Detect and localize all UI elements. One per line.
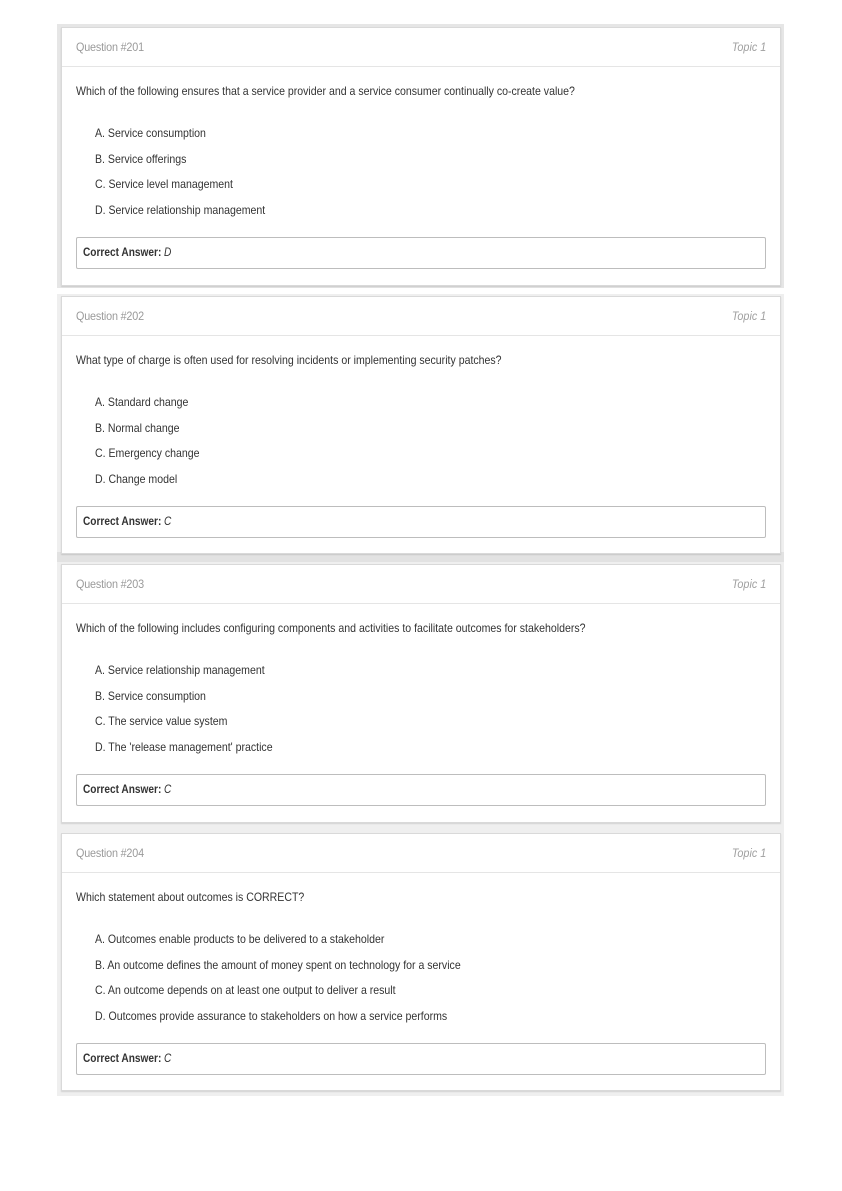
- choice-c[interactable]: C. Emergency change: [95, 446, 200, 460]
- choice-a[interactable]: A. Standard change: [95, 395, 189, 409]
- correct-answer-label: Correct Answer:: [83, 516, 162, 528]
- choice-b[interactable]: B. An outcome defines the amount of money spent on technology for a service: [95, 957, 461, 972]
- question-number: Question #204: [76, 846, 144, 860]
- question-card-203: [61, 564, 781, 823]
- choice-b[interactable]: B. Service consumption: [95, 688, 206, 703]
- question-header: [62, 297, 780, 336]
- topic-label: Topic 1: [731, 40, 766, 54]
- choice-list: [95, 395, 214, 497]
- choice-list: [95, 663, 297, 765]
- correct-answer-box: [76, 774, 766, 806]
- question-number: Question #201: [76, 40, 144, 54]
- correct-answer-box: [76, 237, 766, 269]
- topic-label: Topic 1: [731, 577, 766, 591]
- choice-a[interactable]: A. Service relationship management: [95, 663, 265, 677]
- question-text: Which of the following ensures that a service provider and a service consumer continually co-create value?: [76, 84, 575, 98]
- choice-c[interactable]: C. The service value system: [95, 714, 228, 728]
- topic-label: Topic 1: [731, 846, 766, 860]
- question-header: [62, 834, 780, 873]
- question-number: Question #202: [76, 309, 144, 323]
- question-text: What type of charge is often used for resolving incidents or implementing security patches?: [76, 353, 502, 367]
- choice-a[interactable]: A. Service consumption: [95, 126, 206, 140]
- correct-answer-box: [76, 506, 766, 538]
- choice-c[interactable]: C. Service level management: [95, 177, 233, 191]
- choice-d[interactable]: D. Change model: [95, 471, 178, 486]
- choice-c[interactable]: C. An outcome depends on at least one output to deliver a result: [95, 983, 396, 997]
- choice-b[interactable]: B. Service offerings: [95, 151, 187, 166]
- question-text: Which statement about outcomes is CORRECT?: [76, 890, 305, 904]
- correct-answer-value: D: [164, 247, 172, 259]
- choice-b[interactable]: B. Normal change: [95, 420, 180, 435]
- correct-answer-value: C: [164, 784, 172, 796]
- question-text: Which of the following includes configuring components and activities to facilitate outcomes for stakeholders?: [76, 621, 586, 635]
- correct-answer-box: [76, 1043, 766, 1075]
- choice-list: [95, 932, 511, 1034]
- choice-list: [95, 126, 288, 228]
- correct-answer-value: C: [164, 1053, 172, 1065]
- correct-answer-label: Correct Answer:: [83, 1053, 162, 1065]
- choice-d[interactable]: D. Service relationship management: [95, 202, 266, 217]
- question-card-204: [61, 833, 781, 1091]
- question-card-201: [61, 27, 781, 286]
- question-header: [62, 565, 780, 604]
- topic-label: Topic 1: [731, 309, 766, 323]
- question-header: [62, 28, 780, 67]
- question-card-202: [61, 296, 781, 554]
- choice-d[interactable]: D. Outcomes provide assurance to stakeholders on how a service performs: [95, 1008, 448, 1023]
- correct-answer-label: Correct Answer:: [83, 247, 162, 259]
- correct-answer-label: Correct Answer:: [83, 784, 162, 796]
- choice-a[interactable]: A. Outcomes enable products to be delivered to a stakeholder: [95, 932, 385, 946]
- correct-answer-value: C: [164, 516, 172, 528]
- choice-d[interactable]: D. The 'release management' practice: [95, 739, 273, 754]
- question-number: Question #203: [76, 577, 144, 591]
